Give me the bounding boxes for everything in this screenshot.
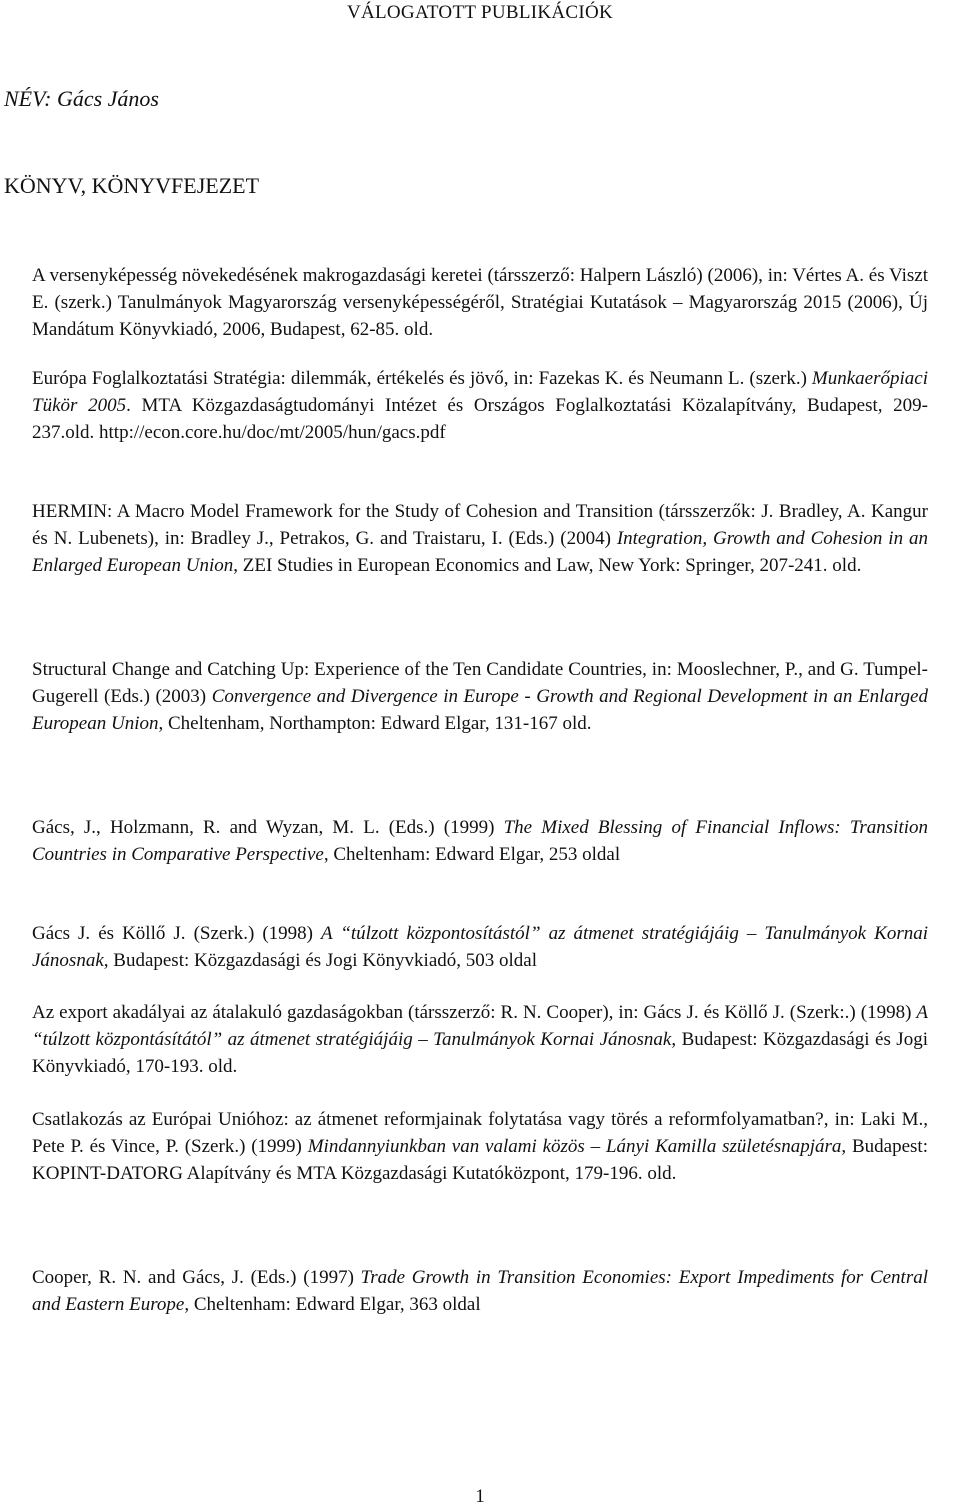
entry-text: , Cheltenham: Edward Elgar, 253 oldal [323,843,621,865]
page-header: VÁLOGATOTT PUBLIKÁCIÓK [346,2,614,23]
publication-entry-7 [32,1000,928,1080]
entry-text: Structural Change and Catching Up: Experience of the Ten Candidate Countries, in: Mooslechner, P., and G. Tumpel-Gugerell (Eds.) (2003) [32,659,928,707]
entry-text: Európa Foglalkoztatási Stratégia: dilemmák, értékelés és jövő, in: Fazekas K. és Neumann L. (szerk.) [32,368,812,389]
author-name: Gács János [56,86,159,111]
publication-entry-3 [32,499,928,579]
author-line [4,86,159,112]
entry-text: , Budapest: KOPINT-DATORG Alapítvány és MTA Közgazdasági Kutatóközpont, 179-196. old. [32,1135,928,1184]
publication-entry-6 [32,921,928,975]
entry-title: The Mixed Blessing of Financial Inflows: Transition Countries in Comparative Perspective [32,817,929,865]
entry-text: Csatlakozás az Európai Unióhoz: az átmenet reformjainak folytatása vagy törés a reformfolyamatban?, in: Laki M., Pete P. és Vince, P. (Szerk.) (1999) [32,1109,928,1157]
author-label: NÉV: [4,86,52,111]
entry-text: , Budapest: Közgazdasági és Jogi Könyvkiadó, 503 oldal [103,949,537,971]
entry-text: , Cheltenham: Edward Elgar, 363 oldal [184,1293,481,1315]
publication-entry-1 [32,263,928,343]
entry-text: , ZEI Studies in European Economics and Law, New York: Springer, 207-241. old. [233,554,862,576]
entry-title: Trade Growth in Transition Economies: Export Impediments for Central and Eastern Europe [32,1267,929,1315]
entry-text: Gács J. és Köllő J. (Szerk.) (1998) [32,923,322,944]
entry-text: Cooper, R. N. and Gács, J. (Eds.) (1997) [32,1267,361,1288]
entry-text: , Budapest: Közgazdasági és Jogi Könyvkiadó, 170-193. old. [32,1028,928,1077]
entry-text: HERMIN: A Macro Model Framework for the Study of Cohesion and Transition (társszerzők: J. Bradley, A. Kangur és N. Lubenets), in: Bradley J., Petrakos, G. and Traistaru, I. (Eds.) (2004) [32,501,928,549]
publication-entry-4 [32,657,928,737]
entry-text: Gács, J., Holzmann, R. and Wyzan, M. L. (Eds.) (1999) [32,817,504,838]
publication-entry-8 [32,1107,928,1187]
entry-text: , Cheltenham, Northampton: Edward Elgar, 131-167 old. [158,712,592,734]
entry-title: A “túlzott központosítástól” az átmenet stratégiájáig – Tanulmányok Kornai Jánosnak [32,923,928,971]
entry-text: Az export akadályai az átalakuló gazdaságokban (társszerző: R. N. Cooper), in: Gács J. és Köllő J. (Szerk:.) (1998) [32,1002,917,1023]
publication-entry-5 [32,815,928,869]
section-title: KÖNYV, KÖNYVFEJEZET [4,173,260,198]
entry-title: Convergence and Divergence in Europe - Growth and Regional Development in an Enlarged European Union [32,685,928,734]
entry-title: A “túlzott központásítától” az átmenet stratégiájáig – Tanulmányok Kornai Jánosnak [32,1002,928,1050]
entry-title: Integration, Growth and Cohesion in an Enlarged European Union [32,527,928,576]
publication-entry-2 [32,366,928,446]
entry-title: Mindannyiunkban van valami közös – Lányi Kamilla születésnapjára [307,1135,842,1157]
page-number: 1 [475,1486,485,1507]
entry-text: . MTA Közgazdaságtudományi Intézet és Országos Foglalkoztatási Közalapítvány, Budapest, 209-237.old. http://econ.core.hu/doc/mt/2005/hun/gacs.pdf [32,394,928,443]
publication-entry-9 [32,1265,928,1319]
entry-title: Munkaerőpiaci Tükör 2005 [32,368,928,416]
entry-text: A versenyképesség növekedésének makrogazdasági keretei (társszerző: Halpern László) (2006), in: Vértes A. és Viszt E. (szerk.) Tanulmányok Magyarország versenyképességéről, Stratégiai Kutatások – Magyarország 2015 (2006), Új Mandátum Könyvkiadó, 2006, Budapest, 62-85. old. [32,265,928,340]
